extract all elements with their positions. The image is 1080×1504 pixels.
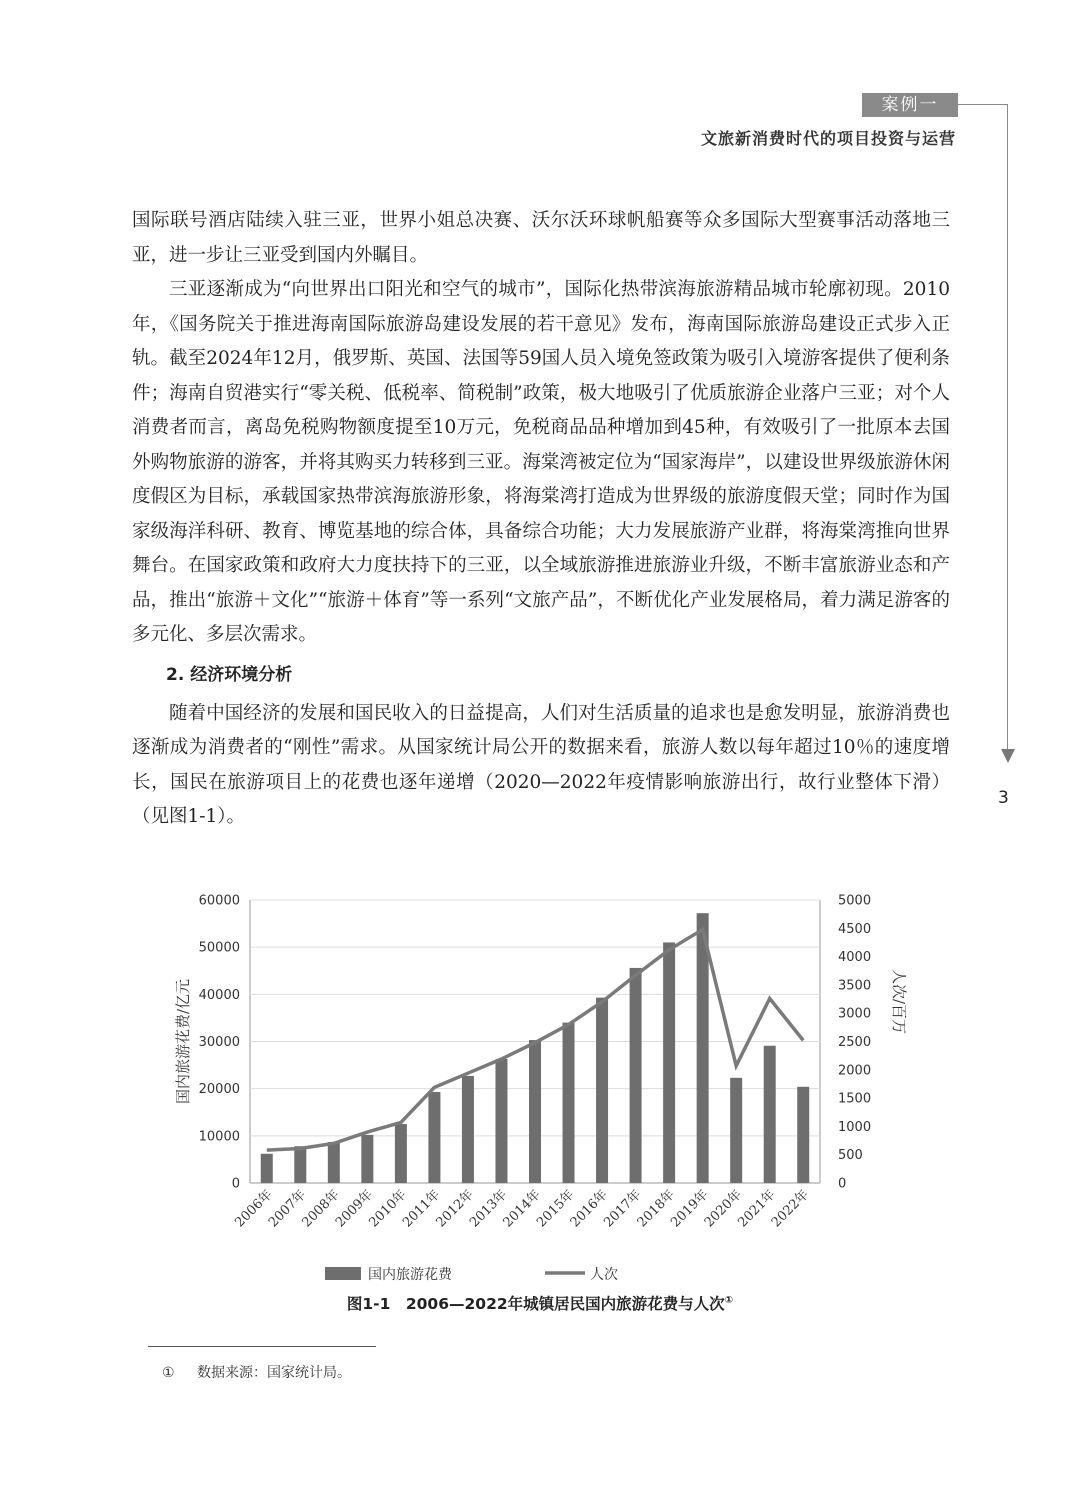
down-arrow-icon	[1001, 749, 1015, 763]
x-tick-label: 2007年	[265, 1187, 310, 1231]
bar	[328, 1142, 340, 1183]
x-tick-label: 2013年	[467, 1187, 511, 1231]
bar	[529, 1040, 541, 1183]
bar	[730, 1078, 742, 1183]
case-tab: 案例一	[862, 93, 958, 117]
x-tick-label: 2008年	[299, 1187, 343, 1231]
x-tick-label: 2018年	[634, 1187, 678, 1231]
bar	[261, 1154, 273, 1183]
y-tick-label-right: 1500	[838, 1091, 872, 1107]
footnote	[162, 1362, 351, 1382]
y-tick-label-left: 30000	[198, 1035, 240, 1050]
x-tick-label: 2021年	[735, 1187, 779, 1231]
chart-container	[160, 880, 920, 1320]
x-tick-label: 2012年	[433, 1187, 477, 1231]
paragraph-2: 三亚逐渐成为“向世界出口阳光和空气的城市”，国际化热带滨海旅游精品城市轮廓初现。2010年，《国务院关于推进海南国际旅游岛建设发展的若干意见》发布，海南国际旅游岛建设正式步入正轨。截至2024年12月，俄罗斯、英国、法国等59国人员入境免签政策为吸引入境游客提供了便利条件；海南自贸港实行“零关税、低税率、简税制”政策，极大地吸引了优质旅游企业落户三亚；对个人消费者而言，离岛免税购物额度提至10万元，免税商品品种增加到45种，有效吸引了一批原本去国外购物旅游的游客，并将其购买力转移到三亚。海棠湾被定位为“国家海岸”，以建设世界级旅游休闲度假区为目标，承载国家热带滨海旅游形象，将海棠湾打造成为世界级的旅游度假天堂；同时作为国家级海洋科研、教育、博览基地的综合体，具备综合功能；大力发展旅游产业群，将海棠湾推向世界舞台。在国家政策和政府大力度扶持下的三亚，以全域旅游推进旅游业升级，不断丰富旅游业态和产品，推出“旅游＋文化”“旅游＋体育”等一系列“文旅产品”，不断优化产业发展格局，着力满足游客的多元化、多层次需求。	[132, 279, 950, 645]
y-tick-label-right: 3000	[838, 1006, 872, 1022]
bar	[428, 1092, 440, 1183]
y-tick-label-left: 0	[231, 1176, 240, 1192]
header-rule-vertical	[1007, 104, 1008, 752]
y-tick-label-left: 20000	[198, 1082, 240, 1098]
figure-caption-text: 图1-1 2006—2022年城镇居民国内旅游花费与人次	[346, 1295, 725, 1313]
figure-caption	[0, 1292, 1080, 1314]
bar	[294, 1146, 306, 1183]
x-tick-label: 2015年	[534, 1187, 578, 1231]
section-heading: 2. 经济环境分析	[166, 664, 293, 685]
bar	[395, 1124, 407, 1183]
body-text	[132, 204, 950, 835]
header-rule-horizontal	[958, 104, 1008, 105]
y-tick-label-right: 3500	[838, 978, 872, 994]
bar	[764, 1046, 776, 1183]
paragraph-3: 随着中国经济的发展和国民收入的日益提高，人们对生活质量的追求也是愈发明显，旅游消费也逐渐成为消费者的“刚性”需求。从国家统计局公开的数据来看，旅游人数以每年超过10％的速度增长，国民在旅游项目上的花费也逐年递增（2020—2022年疫情影响旅游出行，故行业整体下滑）（见图1-1）。	[132, 702, 950, 827]
y-axis-title-left: 国内旅游花费/亿元	[174, 978, 192, 1105]
footnote-text: 数据来源：国家统计局。	[197, 1365, 352, 1381]
figure-caption-footnote-mark: ①	[724, 1294, 734, 1306]
y-tick-label-right: 500	[838, 1148, 863, 1164]
y-tick-label-right: 2500	[838, 1035, 872, 1050]
x-tick-label: 2014年	[500, 1187, 544, 1231]
legend-swatch-bar	[325, 1267, 361, 1280]
x-tick-label: 2011年	[400, 1187, 444, 1231]
y-tick-label-right: 2000	[838, 1063, 872, 1079]
bar	[361, 1135, 373, 1183]
paragraph-1-continued: 国际联号酒店陆续入驻三亚，世界小姐总决赛、沃尔沃环球帆船赛等众多国际大型赛事活动落地三亚，进一步让三亚受到国内外瞩目。	[132, 210, 950, 266]
y-tick-label-right: 4500	[838, 921, 872, 937]
x-tick-label: 2006年	[232, 1187, 276, 1231]
footnote-mark: ①	[162, 1365, 175, 1381]
bar	[797, 1087, 809, 1183]
bar	[630, 968, 642, 1183]
x-tick-label: 2016年	[567, 1187, 611, 1231]
legend-label-line: 人次	[590, 1267, 618, 1283]
x-tick-label: 2022年	[768, 1187, 813, 1231]
tourism-chart	[160, 880, 920, 1320]
bar	[596, 998, 608, 1183]
y-tick-label-left: 50000	[198, 940, 240, 956]
bar	[563, 1023, 575, 1183]
page-number: 3	[998, 788, 1009, 808]
y-tick-label-right: 5000	[838, 893, 872, 909]
y-tick-label-right: 4000	[838, 950, 872, 966]
bar	[495, 1059, 507, 1183]
y-tick-label-right: 0	[838, 1176, 847, 1192]
footnote-rule	[148, 1346, 376, 1347]
bar	[462, 1076, 474, 1183]
book-subtitle: 文旅新消费时代的项目投资与运营	[700, 129, 956, 148]
x-tick-label: 2019年	[668, 1187, 712, 1231]
y-axis-title-right: 人次/百万	[890, 968, 908, 1035]
y-tick-label-left: 40000	[198, 987, 240, 1003]
y-tick-label-left: 10000	[198, 1129, 240, 1145]
y-tick-label-left: 60000	[198, 893, 240, 909]
x-tick-label: 2009年	[332, 1187, 377, 1231]
legend-label-bar: 国内旅游花费	[368, 1267, 452, 1283]
y-tick-label-right: 1000	[838, 1119, 872, 1135]
bar	[663, 942, 675, 1183]
x-tick-label: 2020年	[701, 1187, 746, 1231]
x-tick-label: 2017年	[601, 1187, 645, 1231]
x-tick-label: 2010年	[366, 1187, 410, 1231]
